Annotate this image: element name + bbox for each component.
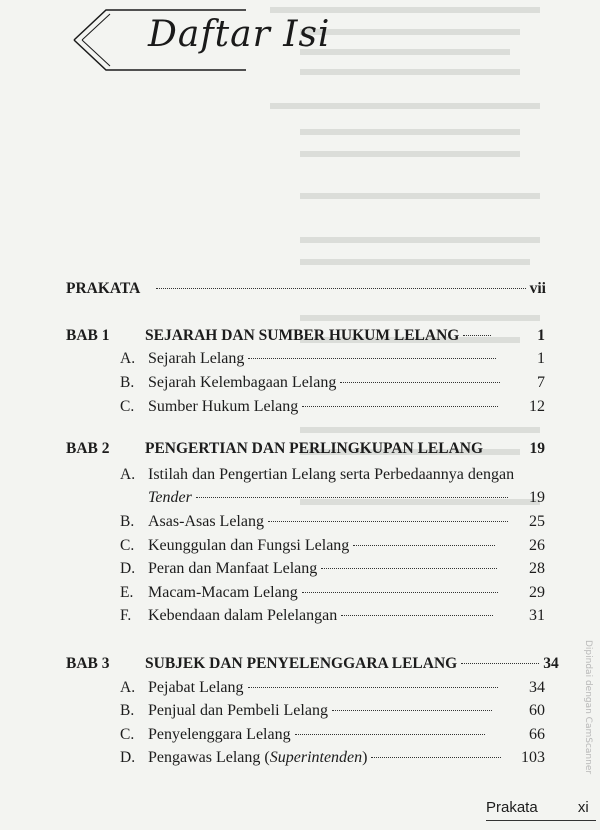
section-title: Asas-Asas Lelang [148,513,264,530]
dot-leader [340,381,500,383]
dot-leader [196,496,508,498]
toc-entry-section[interactable] [148,679,545,697]
chapter-title: SUBJEK DAN PENYELENGGARA LELANG [145,655,458,672]
section-letter: E. [120,584,134,601]
chapter-title: PENGERTIAN DAN PERLINGKUPAN LELANG [145,440,484,457]
toc-page-number: 19 [529,440,545,457]
dot-leader [341,614,493,616]
section-letter: D. [120,560,136,577]
chapter-number: BAB 1 [66,327,110,344]
chapter-title: SEJARAH DAN SUMBER HUKUM LELANG [145,327,460,344]
toc-page-number: 19 [529,489,545,506]
section-title-italic: Superintenden [269,749,363,766]
section-title: Sejarah Kelembagaan Lelang [148,374,337,391]
toc-page-number: 31 [529,607,545,624]
toc-entry-chapter-1[interactable] [145,327,545,345]
scanner-watermark-text: Dipindai dengan CamScanner [583,640,593,775]
toc-page-number: vii [529,280,546,297]
section-title: Peran dan Manfaat Lelang [148,560,318,577]
toc-page-number: 60 [529,702,545,719]
section-letter: D. [120,749,136,766]
toc-entry-label: PRAKATA [66,280,141,297]
dot-leader [295,733,485,735]
section-title: Sejarah Lelang [148,350,245,367]
dot-leader [332,709,492,711]
section-letter: A. [120,350,136,367]
section-letter: C. [120,726,135,743]
dot-leader [302,591,498,593]
section-letter: B. [120,374,135,391]
section-title: Penyelenggara Lelang [148,726,291,743]
section-letter: C. [120,398,135,415]
toc-page-number: 7 [537,374,545,391]
toc-entry-prakata[interactable] [66,280,546,298]
chapter-number: BAB 3 [66,655,110,672]
dot-leader [463,334,491,336]
section-letter: A. [120,679,136,696]
toc-entry-section[interactable] [148,513,545,531]
toc-entry-section[interactable] [148,374,545,392]
toc-page-number: 1 [537,350,545,367]
toc-entry-section-continued[interactable] [148,489,545,507]
toc-entry-chapter-2[interactable] [145,440,545,458]
section-title: Penjual dan Pembeli Lelang [148,702,328,719]
toc-entry-section[interactable] [148,584,545,602]
dot-leader [268,520,508,522]
section-title-end: ) [362,749,368,766]
toc-page-number: 66 [529,726,545,743]
toc-entry-section[interactable] [148,726,545,744]
section-title: Macam-Macam Lelang [148,584,298,601]
toc-entry-section[interactable] [148,350,545,368]
toc-entry-section[interactable] [148,702,545,720]
toc-entry-section[interactable] [148,749,545,767]
toc-page-number: 26 [529,537,545,554]
toc-entry-chapter-3[interactable] [145,655,559,673]
section-title: Keunggulan dan Fungsi Lelang [148,537,350,554]
toc-entry-section[interactable] [148,466,545,484]
dot-leader [248,357,496,359]
section-title: Pejabat Lelang [148,679,244,696]
footer-section: Prakata [486,799,538,816]
dot-leader [302,405,498,407]
section-title: Kebendaan dalam Pelelangan [148,607,338,624]
toc-page-number: 28 [529,560,545,577]
toc-page-number: 103 [521,749,545,766]
dot-leader [371,756,501,758]
section-title: Pengawas Lelang ( [148,749,270,766]
toc-page-number: 34 [543,655,559,672]
toc-page-number: 12 [529,398,545,415]
page-title: Daftar Isi [148,14,331,55]
section-letter: F. [120,607,132,624]
footer-page-number: xi [577,799,589,816]
dot-leader [248,686,498,688]
page-footer [486,799,589,816]
dot-leader [353,544,495,546]
dot-leader [156,287,525,289]
section-letter: B. [120,702,135,719]
toc-entry-section[interactable] [148,607,545,625]
toc-page-number: 25 [529,513,545,530]
toc-entry-section[interactable] [148,537,545,555]
toc-page-number: 34 [529,679,545,696]
toc-entry-section[interactable] [148,398,545,416]
toc-entry-section[interactable] [148,560,545,578]
section-title: Istilah dan Pengertian Lelang serta Perbedaannya dengan [148,466,515,483]
dot-leader [461,662,539,664]
section-letter: A. [120,466,136,483]
section-letter: C. [120,537,135,554]
chapter-number: BAB 2 [66,440,110,457]
scanner-watermark [579,640,597,830]
section-letter: B. [120,513,135,530]
section-title-continued: Tender [148,489,192,506]
toc-page-number: 1 [537,327,545,344]
dot-leader [321,567,497,569]
toc-page-number: 29 [529,584,545,601]
section-title: Sumber Hukum Lelang [148,398,299,415]
